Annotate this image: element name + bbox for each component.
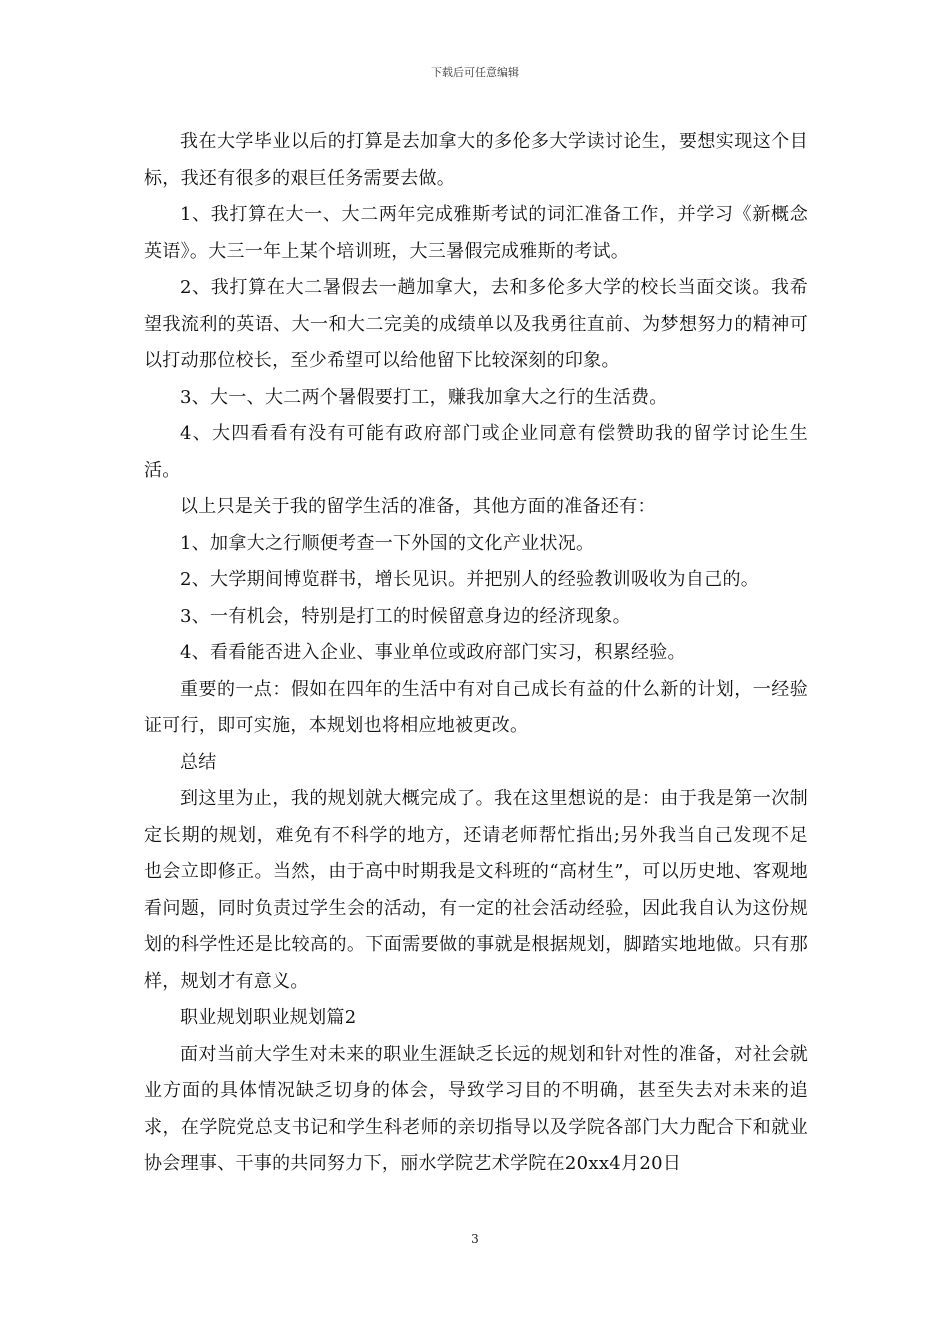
paragraph-plan-1: 1、我打算在大一、大二两年完成雅斯考试的词汇准备工作，并学习《新概念英语》。大三一年上某个培训班，大三暑假完成雅斯的考试。 [144, 204, 808, 262]
paragraph-other-4: 4、看看能否进入企业、事业单位或政府部门实习，积累经验。 [180, 642, 686, 663]
section-heading-part2: 职业规划职业规划篇2 [180, 1007, 357, 1028]
paragraph-plan-3: 3、大一、大二两个暑假要打工，赚我加拿大之行的生活费。 [180, 386, 668, 408]
paragraph-other-1: 1、加拿大之行顺便考查一下外国的文化产业状况。 [180, 532, 595, 554]
paragraph-part2-intro: 面对当前大学生对未来的职业生涯缺乏长远的规划和针对性的准备，对社会就业方面的具体情况缺乏切身的体会，导致学习目的不明确，甚至失去对未来的追求，在学院党总支书记和学生科老师的亲切指导以及学院各部门大力配合下和就业协会理事、干事的共同努力下，丽水学院艺术学院在20xx4月20日 [144, 1043, 808, 1174]
paragraph-other-prep: 以上只是关于我的留学生活的准备，其他方面的准备还有： [180, 496, 656, 517]
paragraph-intro: 我在大学毕业以后的打算是去加拿大的多伦多大学读讨论生，要想实现这个目标，我还有很多的艰巨任务需要去做。 [144, 131, 808, 189]
section-heading-summary: 总结 [180, 751, 217, 773]
page-number: 3 [471, 1232, 479, 1246]
paragraph-important: 重要的一点：假如在四年的生活中有对自己成长有益的什么新的计划，一经验证可行，即可实施，本规划也将相应地被更改。 [144, 678, 808, 736]
document-body [144, 124, 808, 1183]
paragraph-plan-4: 4、大四看看有没有可能有政府部门或企业同意有偿赞助我的留学讨论生生活。 [144, 423, 808, 481]
page-header-note: 下载后可任意编辑 [431, 66, 519, 79]
paragraph-summary: 到这里为止，我的规划就大概完成了。我在这里想说的是：由于我是第一次制定长期的规划，难免有不科学的地方，还请老师帮忙指出;另外我当自己发现不足也会立即修正。当然，由于高中时期我是文科班的“高材生”，可以历史地、客观地看问题，同时负责过学生会的活动，有一定的社会活动经验，因此我自认为这份规划的科学性还是比较高的。下面需要做的事就是根据规划，脚踏实地地做。只有那样，规划才有意义。 [144, 788, 808, 992]
paragraph-other-2: 2、大学期间博览群书，增长见识。并把别人的经验教训吸收为自己的。 [180, 569, 760, 590]
paragraph-other-3: 3、一有机会，特别是打工的时候留意身边的经济现象。 [180, 605, 631, 627]
paragraph-plan-2: 2、我打算在大二暑假去一趟加拿大，去和多伦多大学的校长当面交谈。我希望我流利的英语、大一和大二完美的成绩单以及我勇往直前、为梦想努力的精神可以打动那位校长，至少希望可以给他留下比较深刻的印象。 [144, 277, 808, 371]
